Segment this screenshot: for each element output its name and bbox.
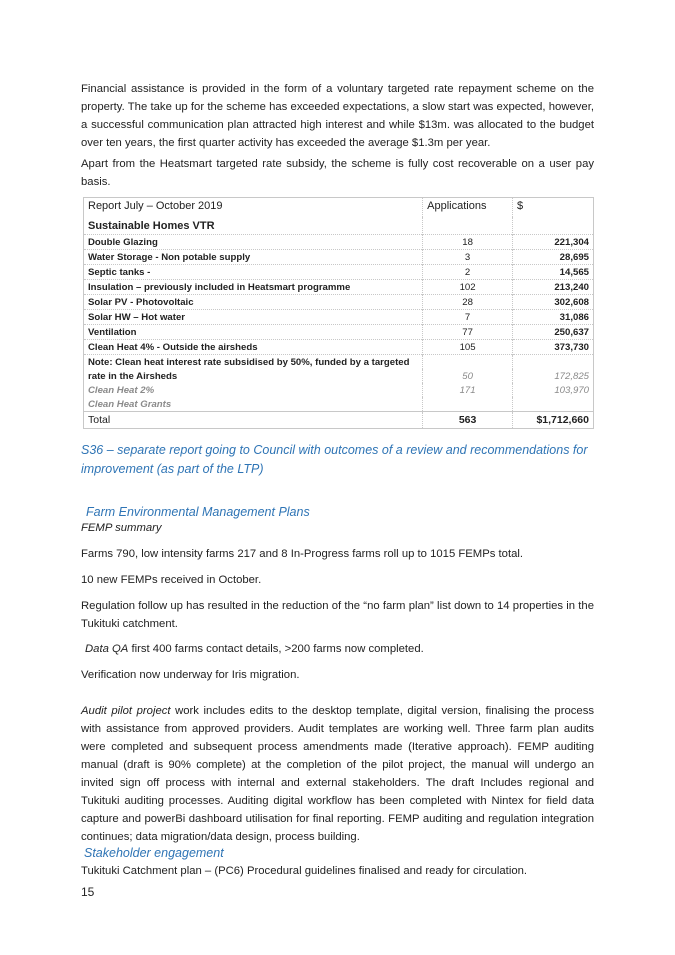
table-row <box>84 340 594 355</box>
table-row <box>84 280 594 295</box>
total-amount: $1,712,660 <box>513 412 594 429</box>
s36-heading-line-1: S36 – separate report going to Council with outcomes of a review and recommendations for <box>81 443 588 457</box>
table-row <box>84 310 594 325</box>
clean-heat-amount: 103,970 <box>513 383 594 397</box>
note-line-2: rate in the Airsheds <box>88 370 178 382</box>
row-label: Ventilation <box>84 325 423 340</box>
table-header-row <box>84 198 594 218</box>
table-header-dollars: $ <box>513 198 594 218</box>
row-amount: 14,565 <box>513 265 594 280</box>
table-row <box>84 325 594 340</box>
row-applications: 102 <box>423 280 513 295</box>
row-applications: 2 <box>423 265 513 280</box>
audit-pilot-text: work includes edits to the desktop template, digital version, finalising the process with assistance from approved providers. Audit templates are working well. Three farm plan audits were completed and subsequent process amendments made (Iterative approach). FEMP auditing manual (draft is 90% complete) at the completion of the pilot project, the manual will undergo an invited sign off process with internal and external stakeholders. The draft Includes regional and Tukituki auditing processes. Auditing digital workflow has been completed with Nintex for field data capture and powerBi dashboard utilisation for final reporting. FEMP auditing and regulation integration continues; data migration/data design, process building. <box>81 705 594 843</box>
table-note-row <box>84 355 594 370</box>
row-label: Double Glazing <box>84 235 423 250</box>
clean-heat-grants-label: Clean Heat Grants <box>88 398 172 410</box>
total-applications: 563 <box>423 412 513 429</box>
femp-paragraph-new: 10 new FEMPs received in October. <box>81 574 262 586</box>
intro-paragraph-1: Financial assistance is provided in the form of a voluntary targeted rate repayment scheme on the property. The take up for the scheme has exceeded expectations, a slow start was expected, however, a successful communication plan attracted high interest and while $13m. was allocated to the budget over ten years, the first quarter activity has exceeded the average $1.3m per year. <box>81 83 594 149</box>
note-line-1: Note: Clean heat interest rate subsidised by 50%, funded by a targeted <box>84 355 423 370</box>
row-applications: 18 <box>423 235 513 250</box>
row-label: Solar HW – Hot water <box>84 310 423 325</box>
row-applications: 7 <box>423 310 513 325</box>
table-subheader-row <box>84 217 594 235</box>
femp-subheading: FEMP summary <box>81 522 162 534</box>
table-subheader: Sustainable Homes VTR <box>88 219 215 232</box>
row-amount: 28,695 <box>513 250 594 265</box>
intro-paragraph-2: Apart from the Heatsmart targeted rate subsidy, the scheme is fully cost recoverable on a user pay basis. <box>81 158 594 188</box>
femp-paragraph-regulation: Regulation follow up has resulted in the reduction of the “no farm plan” list down to 14 properties in the Tukituki catchment. <box>81 600 594 630</box>
table-row <box>84 235 594 250</box>
note-applications: 50 <box>423 369 513 383</box>
row-amount: 213,240 <box>513 280 594 295</box>
stakeholder-paragraph: Tukituki Catchment plan – (PC6) Procedural guidelines finalised and ready for circulation. <box>81 865 528 877</box>
clean-heat-grants-row <box>84 397 594 412</box>
row-amount: 373,730 <box>513 340 594 355</box>
row-label: Clean Heat 4% - Outside the airsheds <box>84 340 423 355</box>
row-applications: 77 <box>423 325 513 340</box>
row-amount: 250,637 <box>513 325 594 340</box>
femp-paragraph-audit <box>81 702 594 846</box>
data-qa-label: Data QA <box>85 643 129 655</box>
note-amount: 172,825 <box>513 369 594 383</box>
stakeholder-heading: Stakeholder engagement <box>84 846 224 860</box>
table-total-row <box>84 412 594 429</box>
vtr-report-table <box>83 197 594 429</box>
s36-heading-line-2: improvement (as part of the LTP) <box>81 462 264 476</box>
clean-heat-label: Clean Heat 2% <box>88 384 155 396</box>
table-row <box>84 295 594 310</box>
clean-heat-applications: 171 <box>423 383 513 397</box>
row-label: Water Storage - Non potable supply <box>84 250 423 265</box>
femp-paragraph-verification: Verification now underway for Iris migration. <box>81 669 300 681</box>
table-row <box>84 265 594 280</box>
femp-heading: Farm Environmental Management Plans <box>86 505 310 519</box>
row-amount: 221,304 <box>513 235 594 250</box>
clean-heat-row <box>84 383 594 397</box>
audit-pilot-label: Audit pilot project <box>81 705 171 717</box>
row-applications: 3 <box>423 250 513 265</box>
row-applications: 28 <box>423 295 513 310</box>
data-qa-text: first 400 farms contact details, >200 farms now completed. <box>128 643 424 655</box>
femp-paragraph-farms: Farms 790, low intensity farms 217 and 8 In-Progress farms roll up to 1015 FEMPs total. <box>81 548 524 560</box>
page-number: 15 <box>81 885 95 899</box>
table-note-row-2 <box>84 369 594 383</box>
table-header-applications: Applications <box>423 198 513 218</box>
table-row <box>84 250 594 265</box>
row-applications: 105 <box>423 340 513 355</box>
table-header-report-period: Report July – October 2019 <box>84 198 423 218</box>
row-label: Septic tanks - <box>84 265 423 280</box>
femp-paragraph-data-qa <box>85 640 598 658</box>
total-label: Total <box>84 412 423 429</box>
row-amount: 302,608 <box>513 295 594 310</box>
row-label: Insulation – previously included in Heatsmart programme <box>84 280 423 295</box>
row-amount: 31,086 <box>513 310 594 325</box>
row-label: Solar PV - Photovoltaic <box>84 295 423 310</box>
